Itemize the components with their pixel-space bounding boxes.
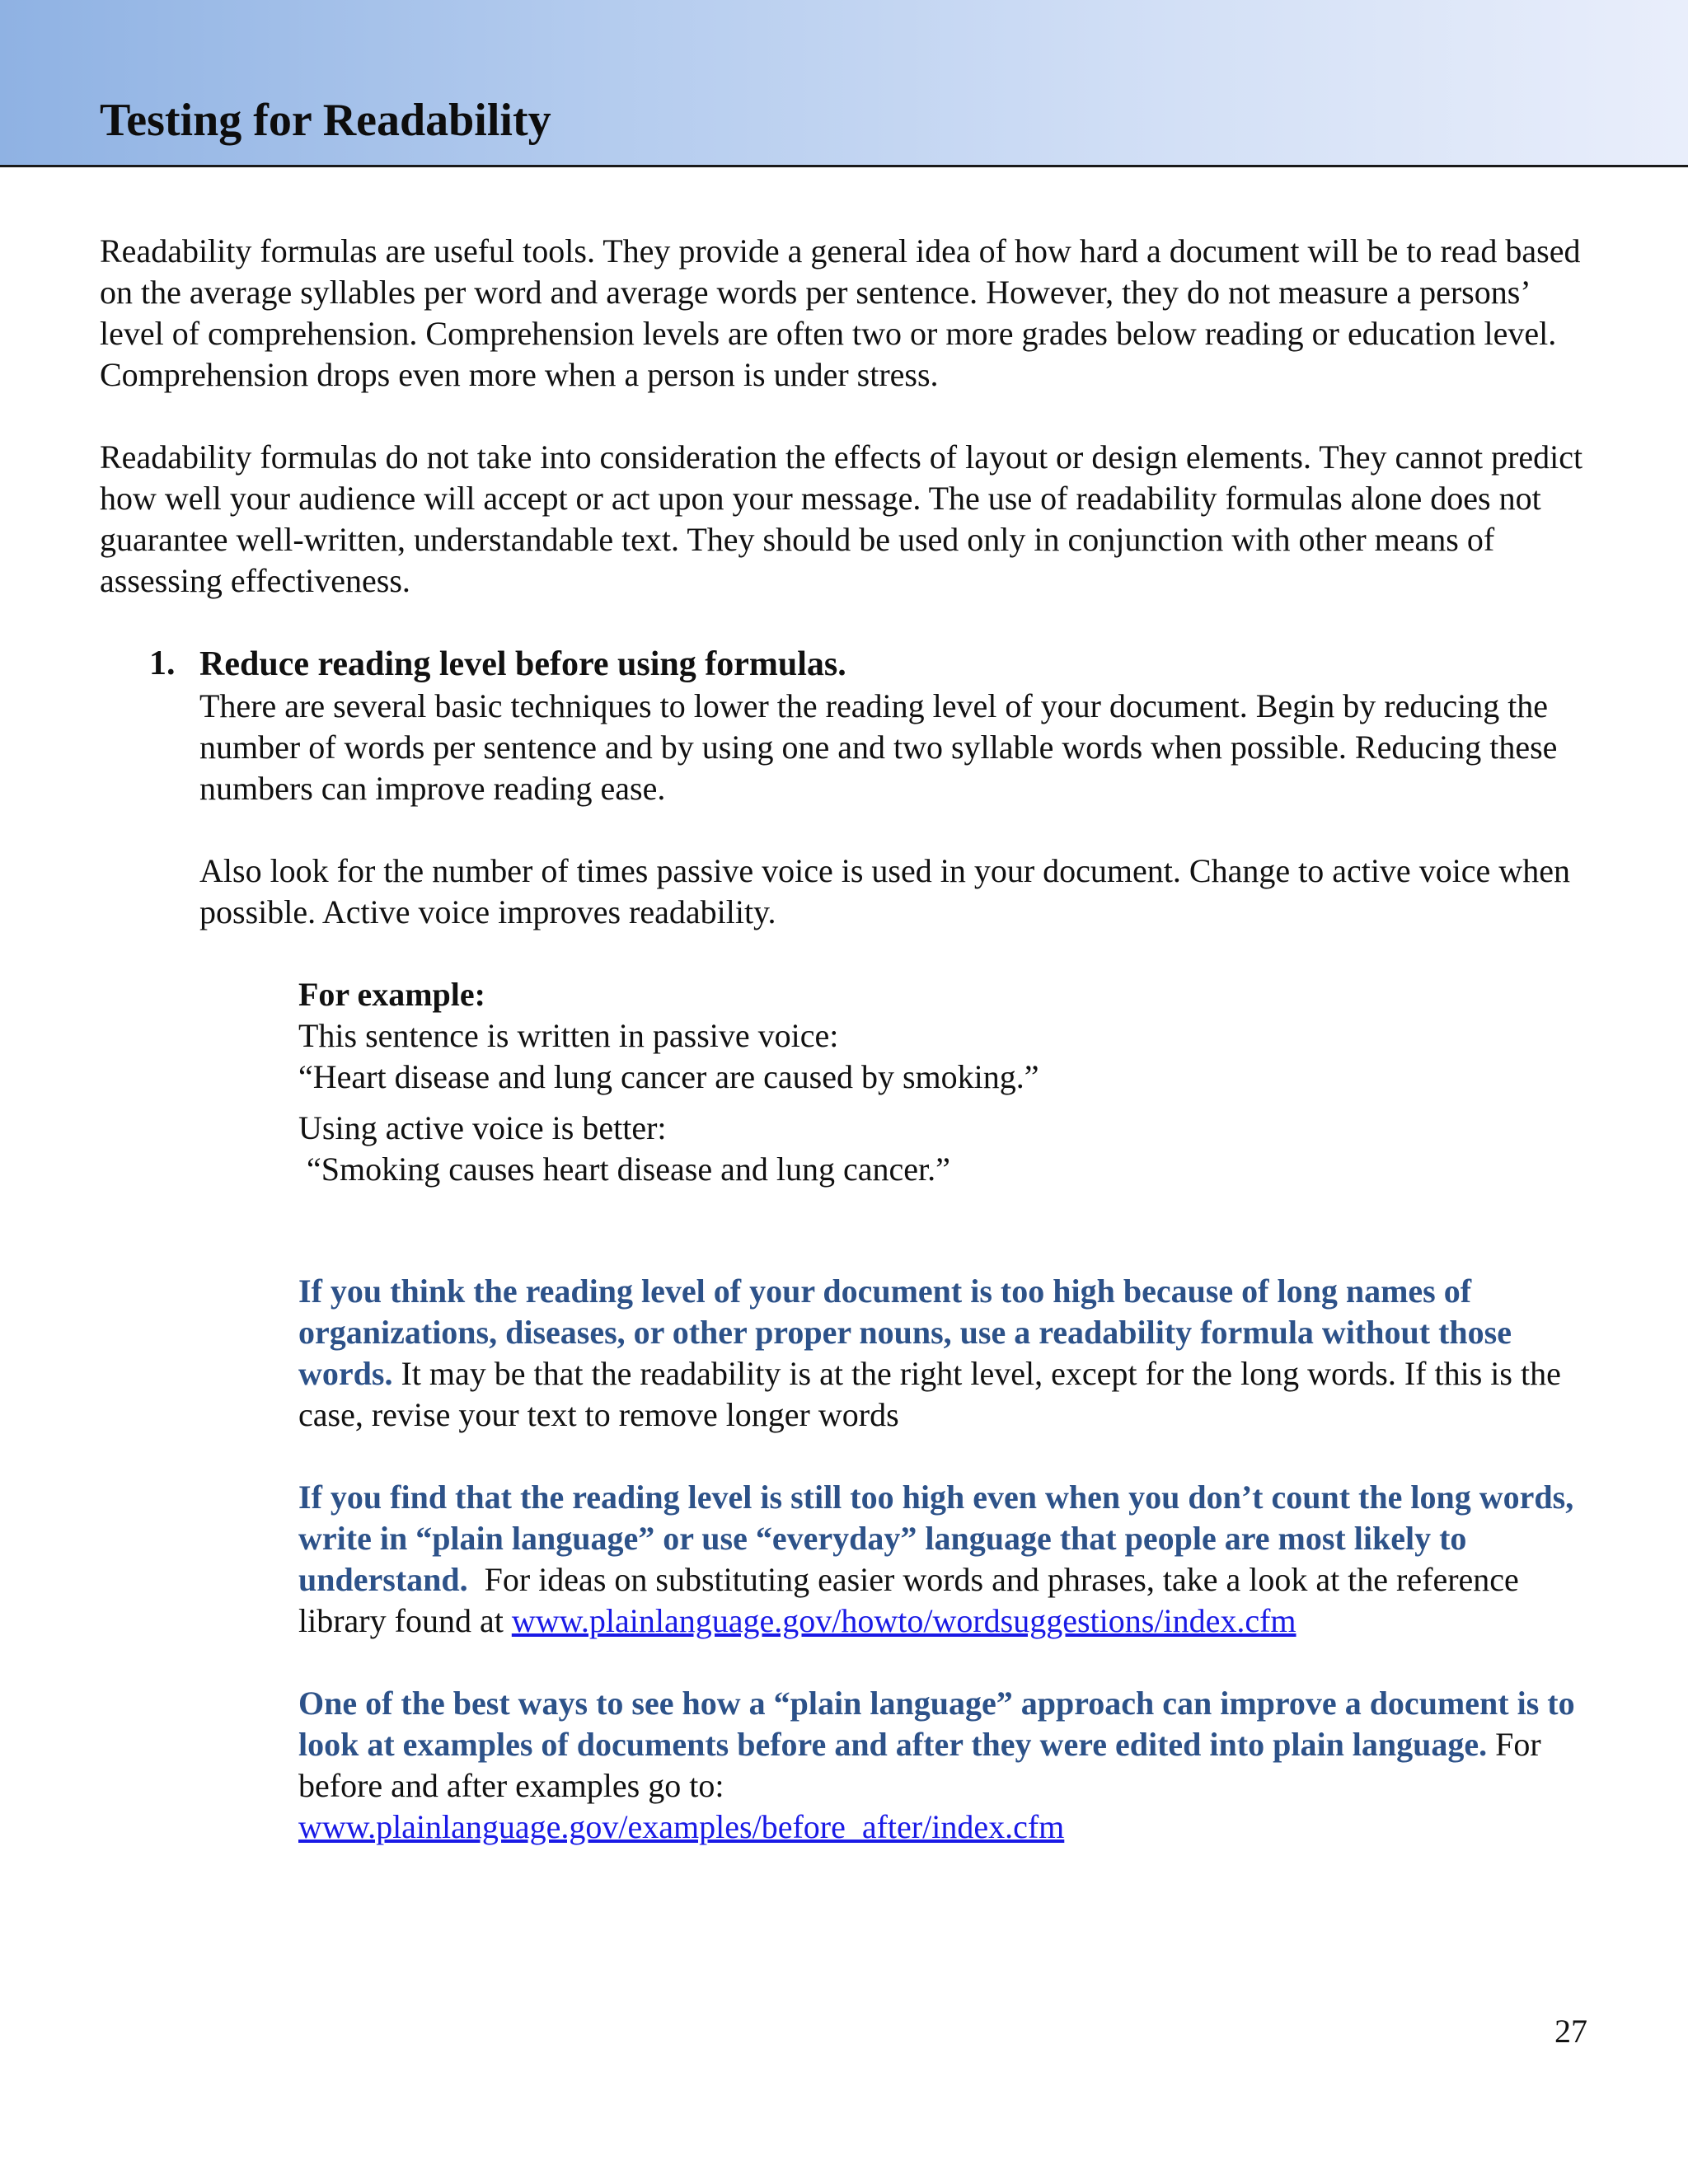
tip-1-text: It may be that the readability is at the right level, except for the long words. If this is the case, revise your text to remove longer words (298, 1355, 1561, 1433)
page-number: 27 (1554, 2013, 1587, 2050)
page-title: Testing for Readability (100, 95, 551, 146)
list-item (100, 643, 1592, 933)
list-item-paragraph-2: Also look for the number of times passive voice is used in your document. Change to active voice when possible. Active voice improves readability. (199, 852, 1570, 930)
active-quote: “Smoking causes heart disease and lung cancer.” (298, 1151, 950, 1188)
header-band (0, 0, 1688, 167)
list-item-number: 1. (149, 644, 176, 682)
tip-3-text: For before and after examples go to: (298, 1726, 1541, 1804)
tip-2-heading: If you find that the reading level is still too high even when you don’t count the long words, write in “plain language” or use “everyday” language that people are most likely to understand. (298, 1479, 1574, 1598)
before-after-link[interactable]: www.plainlanguage.gov/examples/before_after/index.cfm (298, 1808, 1065, 1845)
main-content (100, 231, 1592, 1848)
tip-1 (298, 1271, 1592, 1436)
passive-intro: This sentence is written in passive voice: (298, 1017, 839, 1054)
intro-paragraph-2: Readability formulas do not take into consideration the effects of layout or design elements. They cannot predict how well your audience will accept or act upon your message. The use of readability formulas alone does not guarantee well-written, understandable text. They should be used only in conjunction with other means of assessing effectiveness. (100, 438, 1583, 599)
tip-1-heading: If you think the reading level of your document is too high because of long names of organizations, diseases, or other proper nouns, use a readability formula without those words. (298, 1272, 1512, 1392)
example-heading: For example: (298, 976, 485, 1013)
tip-2-text: For ideas on substituting easier words and phrases, take a look at the reference library found at (298, 1561, 1527, 1639)
word-suggestions-link[interactable]: www.plainlanguage.gov/howto/wordsuggestions/index.cfm (511, 1602, 1296, 1639)
list-item-paragraph-1: There are several basic techniques to lower the reading level of your document. Begin by reducing the number of words per sentence and by using one and two syllable words when possible. Reducing these numbers can improve reading ease. (199, 687, 1558, 807)
list-item-heading: Reduce reading level before using formulas. (199, 645, 846, 683)
intro-paragraph-1: Readability formulas are useful tools. They provide a general idea of how hard a document will be to read based on the average syllables per word and average words per sentence. However, they do not measure a persons’ level of comprehension. Comprehension levels are often two or more grades below reading or education level. Comprehension drops even more when a person is under stress. (100, 232, 1581, 393)
tip-3-link-line (298, 1807, 1592, 1848)
passive-quote: “Heart disease and lung cancer are caused by smoking.” (298, 1058, 1039, 1095)
tip-2 (298, 1477, 1592, 1642)
tip-3-heading: One of the best ways to see how a “plain language” approach can improve a document is to look at examples of documents before and after they were edited into plain language. (298, 1685, 1575, 1763)
active-intro: Using active voice is better: (298, 1109, 667, 1146)
example-block (298, 974, 1592, 1848)
tip-3 (298, 1683, 1592, 1807)
